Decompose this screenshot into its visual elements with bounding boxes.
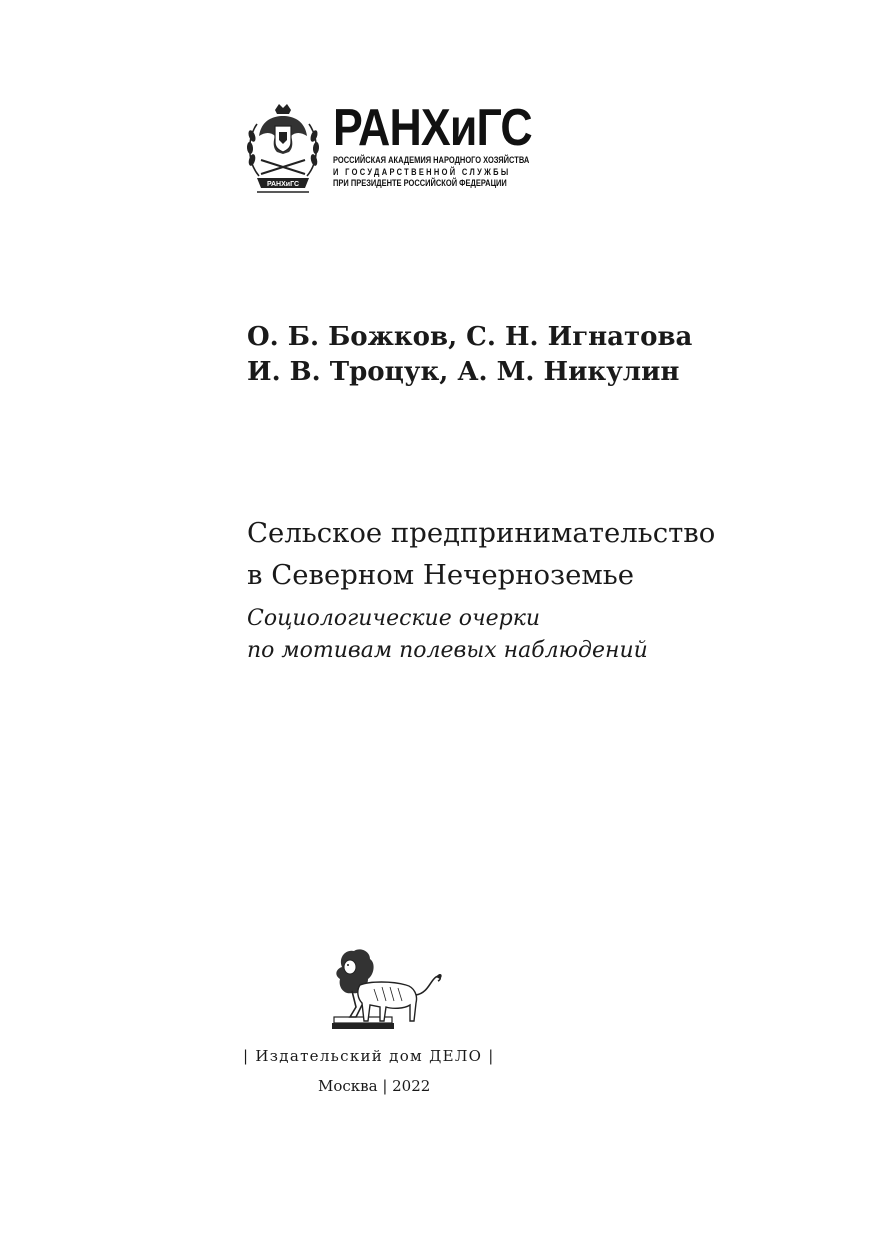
eagle-coat-of-arms-icon [243, 102, 323, 194]
lion-on-books-icon [330, 945, 445, 1035]
author-line: И. В. Троцук, А. М. Никулин [247, 357, 680, 387]
institution-full-name [333, 155, 543, 190]
org-line: ПРИ ПРЕЗИДЕНТЕ РОССИЙСКОЙ ФЕДЕРАЦИИ [333, 178, 507, 189]
institution-wordmark: РАНХиГС [333, 99, 532, 157]
subtitle-line: Социологические очерки [247, 606, 541, 631]
book-subtitle [247, 603, 648, 667]
emblem-ribbon-text: РАНХиГС [266, 181, 300, 188]
book-title [247, 512, 715, 596]
publisher-name: | Издательский дом ДЕЛО | [243, 1047, 495, 1065]
title-line: в Северном Нечерноземье [247, 559, 635, 591]
org-line: И ГОСУДАРСТВЕННОЙ СЛУЖБЫ [333, 166, 511, 178]
authors [247, 320, 692, 390]
org-line: РОССИЙСКАЯ АКАДЕМИЯ НАРОДНОГО ХОЗЯЙСТВА [333, 155, 530, 166]
city-year: Москва | 2022 [318, 1077, 431, 1095]
subtitle-line: по мотивам полевых наблюдений [247, 638, 648, 663]
title-line: Сельское предпринимательство [247, 517, 716, 549]
institution-logo [243, 100, 543, 196]
author-line: О. Б. Божков, С. Н. Игнатова [247, 322, 693, 352]
